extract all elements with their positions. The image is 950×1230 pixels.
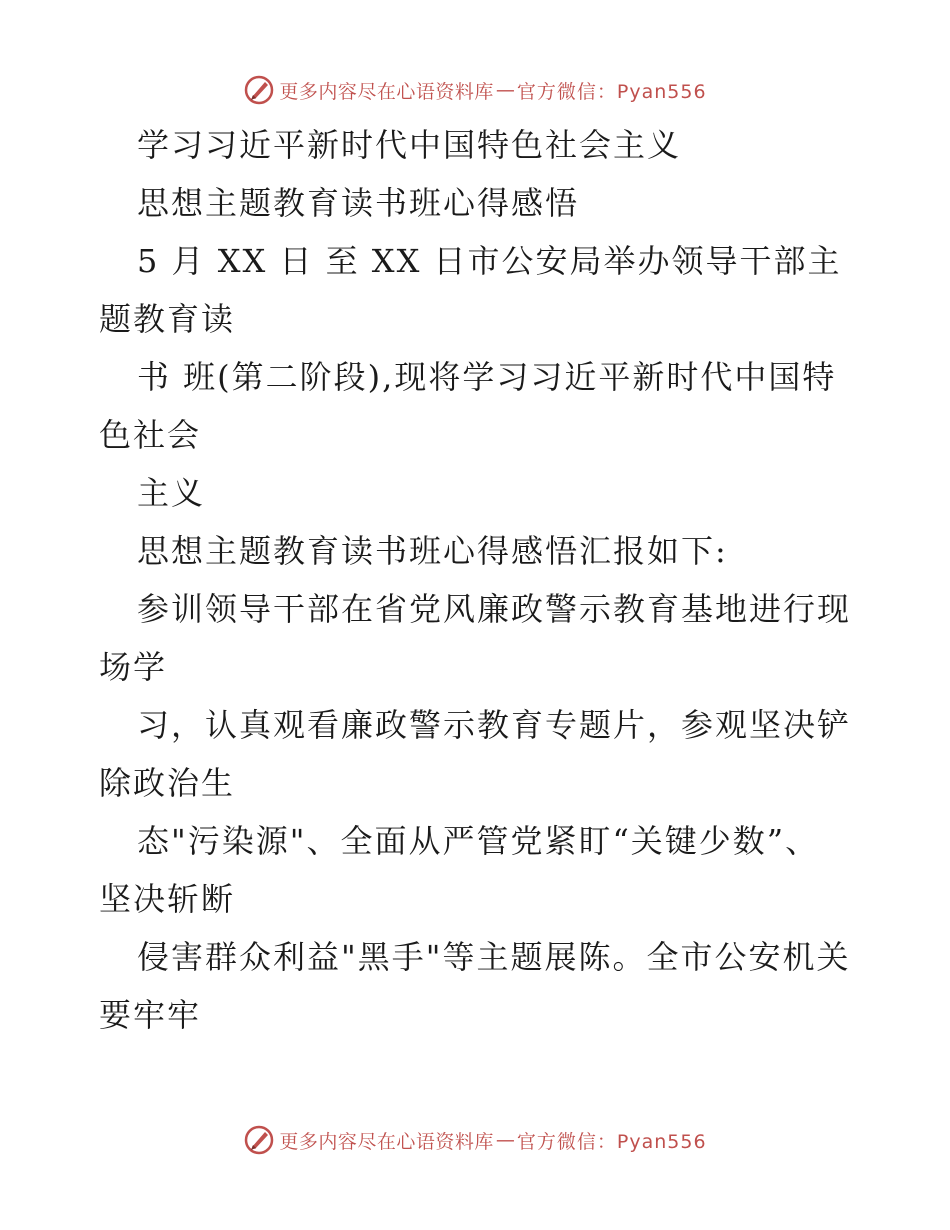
watermark-contact: 官方微信：Pyan556 <box>516 80 707 103</box>
text-line: 思想主题教育读书班心得感悟汇报如下: <box>137 532 728 570</box>
watermark-separator: — <box>495 1129 515 1151</box>
text-line: 习，认真观看廉政警示教育专题片，参观坚决铲 <box>137 706 851 744</box>
document-body <box>99 116 851 1044</box>
watermark-text: 更多内容尽在心语资料库 <box>279 1130 494 1153</box>
text-line: 除政治生 <box>99 764 236 802</box>
text-line: 主义 <box>137 474 206 512</box>
quill-pen-icon <box>243 1124 275 1156</box>
watermark-separator: — <box>495 79 515 101</box>
watermark-text: 更多内容尽在心语资料库 <box>279 80 494 103</box>
text-line: 态"污染源"、全面从严管党紧盯“关键少数”、 <box>137 822 820 860</box>
text-line: 题教育读 <box>99 300 236 338</box>
text-line: 书 班(第二阶段),现将学习习近平新时代中国特 <box>137 358 837 396</box>
text-line: 学习习近平新时代中国特色社会主义 <box>137 126 682 164</box>
text-line: 5 月 XX 日 至 XX 日市公安局举办领导干部主 <box>137 242 842 280</box>
text-line: 坚决斩断 <box>99 880 236 918</box>
watermark-contact: 官方微信：Pyan556 <box>516 1130 707 1153</box>
footer-watermark <box>0 1120 950 1160</box>
text-line: 侵害群众利益"黑手"等主题展陈。全市公安机关 <box>137 938 851 976</box>
text-line: 参训领导干部在省党风廉政警示教育基地进行现 <box>137 590 851 628</box>
text-line: 思想主题教育读书班心得感悟 <box>137 184 580 222</box>
text-line: 要牢牢 <box>99 996 202 1034</box>
header-watermark <box>0 70 950 110</box>
text-line: 色社会 <box>99 416 202 454</box>
text-line: 场学 <box>99 648 168 686</box>
quill-pen-icon <box>243 74 275 106</box>
